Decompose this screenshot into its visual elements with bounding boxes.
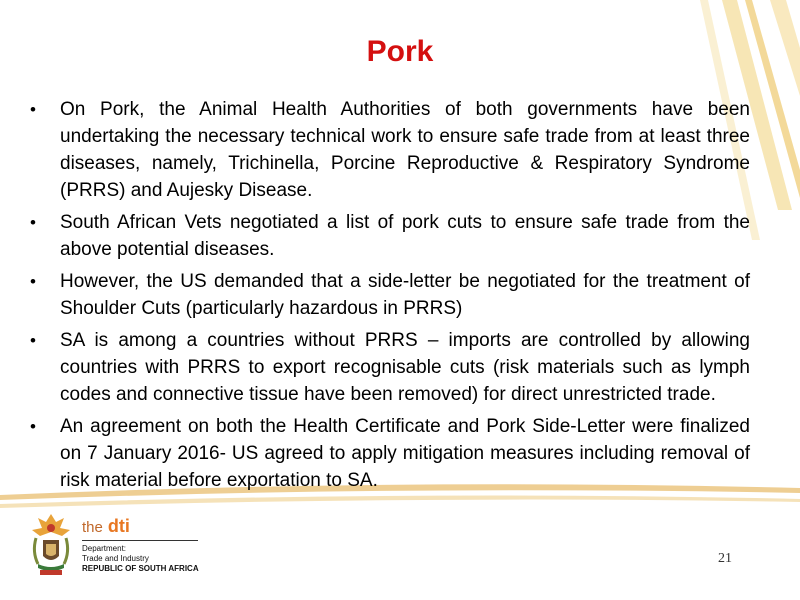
bullet-dot-icon: • [30,331,36,350]
bullet-item [26,96,750,204]
bullet-text: On Pork, the Animal Health Authorities of both governments have been undertaking the necessary technical work to ensure safe trade from at least three diseases, namely, Trichinella, Porcine Reproductive & Respiratory Syndrome (PRRS) and Aujesky Disease. [60,99,750,201]
logo-text [82,516,212,574]
logo-divider [82,540,198,541]
bullet-item [26,268,750,322]
dept-line-2: Trade and Industry [82,554,149,563]
bullet-dot-icon: • [30,213,36,232]
slide-title: Pork [366,35,434,68]
bullet-dot-icon: • [30,272,36,291]
dept-line-1: Department: [82,544,127,553]
page-number: 21 [718,551,732,566]
bullet-dot-icon: • [30,417,36,436]
brand-wordmark [82,516,212,538]
country-name: REPUBLIC OF SOUTH AFRICA [82,564,199,573]
bullet-text: SA is among a countries without PRRS – imports are controlled by allowing countries with PRRS to export recognisable cuts (risk materials such as lymph codes and connective tissue have been removed) for direct unrestricted trade. [60,330,750,405]
coat-of-arms-icon [26,512,76,578]
bullet-item [26,413,750,494]
bullet-text: However, the US demanded that a side-letter be negotiated for the treatment of Shoulder Cuts (particularly hazardous in PRRS) [60,271,750,319]
brand-name: dti [107,516,130,536]
dti-logo [20,512,210,580]
bullet-item [26,327,750,408]
bullet-text: South African Vets negotiated a list of pork cuts to ensure safe trade from the above potential diseases. [60,212,750,260]
bullet-item [26,209,750,263]
brand-prefix: the [82,519,103,536]
bullet-list [26,96,750,499]
bullet-dot-icon: • [30,100,36,119]
bullet-text: An agreement on both the Health Certificate and Pork Side-Letter were finalized on 7 January 2016- US agreed to apply mitigation measures including removal of risk material before exportation to SA. [60,416,750,491]
